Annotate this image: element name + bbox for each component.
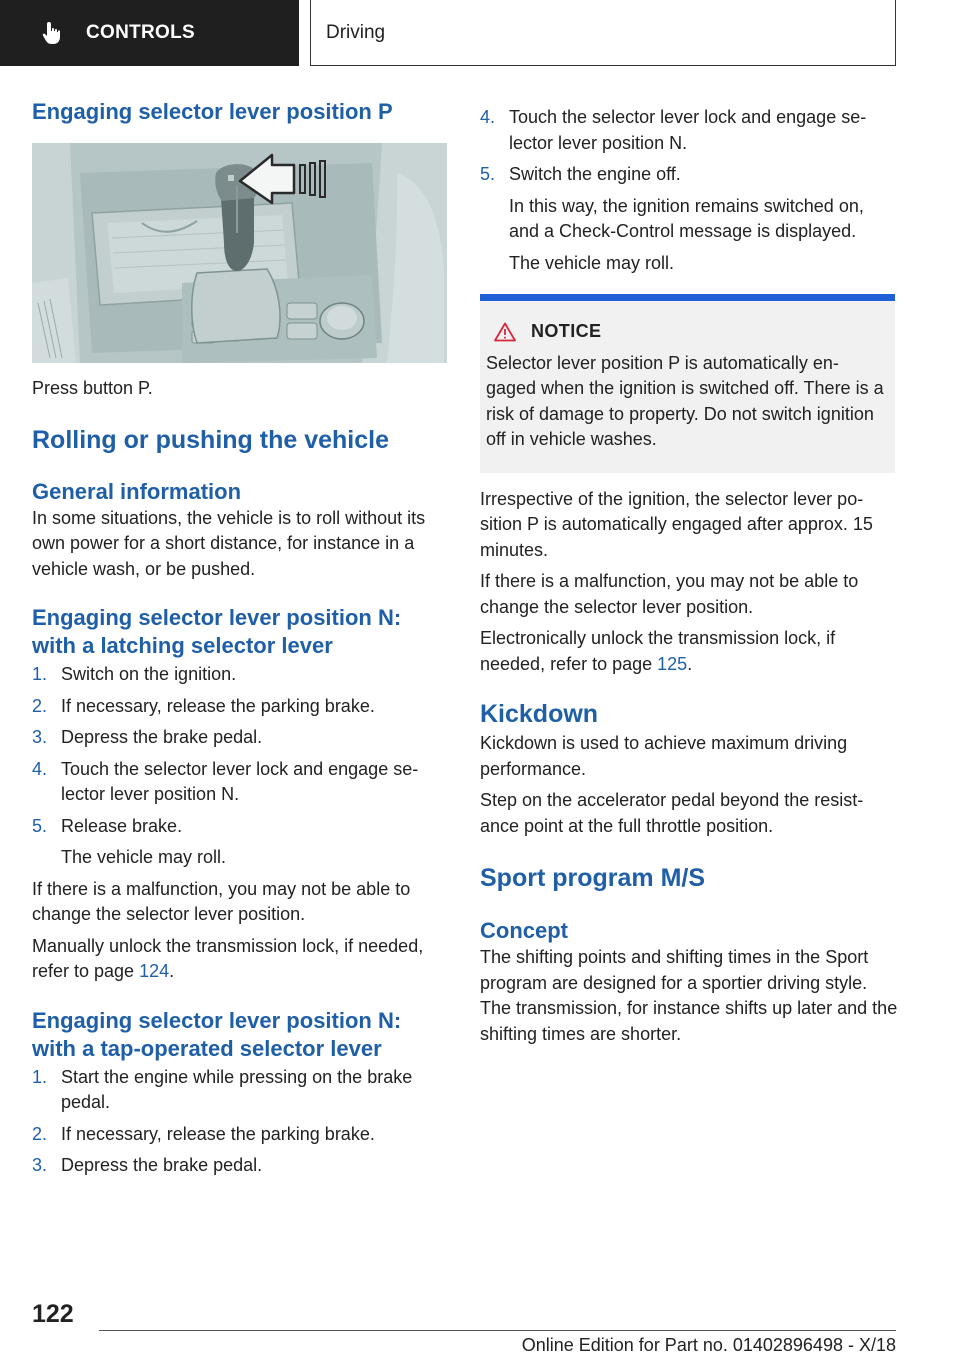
heading-general: General information [32, 478, 242, 504]
tap-steps-continued [480, 105, 898, 188]
notice-box [480, 294, 895, 473]
electronic-unlock-text: Electronically unlock the transmission lock, if needed, refer to page 125. [480, 628, 836, 674]
kickdown-text-2: Step on the accelerator pedal beyond the resist‐ ance point at the full throttle position. [480, 790, 864, 836]
heading-latching: Engaging selector lever position N: with a latching selector lever [32, 605, 402, 658]
latching-steps [32, 662, 450, 839]
page-link-124[interactable]: 124 [139, 961, 170, 981]
manual-unlock-text: Manually unlock the transmission lock, if needed, refer to page 124. [32, 935, 424, 981]
edition-text: Online Edition for Part no. 01402896498 - X/18 [521, 1335, 896, 1355]
heading-tap: Engaging selector lever position N: with a tap-operated selector lever [32, 1007, 402, 1061]
heading-sport-program: Sport program M/S [480, 864, 706, 892]
heading-kickdown: Kickdown [480, 700, 599, 728]
list-item: 2. If necessary, release the parking brake. [32, 695, 375, 716]
selector-lever-image [32, 143, 447, 363]
list-item: 1. Start the engine while pressing on the brake pedal. [32, 1066, 413, 1112]
notice-label: NOTICE [531, 321, 602, 341]
list-item: 5. Release brake. [32, 815, 183, 836]
list-item: 3. Depress the brake pedal. [32, 1155, 263, 1175]
notice-text: Selector lever position P is automatically en‐ gaged when the ignition is switched off. There is a risk of damage to property. Do not switch ignition off in vehicle washes. [486, 352, 884, 449]
section-label: CONTROLS [86, 22, 196, 43]
left-column [32, 98, 450, 1185]
malfunction-text-right: If there is a malfunction, you may not be able to change the selector lever position. [480, 571, 859, 617]
press-button-text: Press button P. [32, 378, 153, 398]
notice-title [494, 319, 887, 345]
list-item: 1. Switch on the ignition. [32, 664, 237, 684]
section-tab [0, 0, 299, 66]
general-text: In some situations, the vehicle is to roll without its own power for a short distance, for instance in a vehicle wash, or be pushed. [32, 507, 426, 579]
heading-selector-p: Engaging selector lever position P [32, 99, 393, 124]
page-number: 122 [32, 1300, 74, 1328]
kickdown-text-1: Kickdown is used to achieve maximum driving performance. [480, 733, 848, 779]
footer-divider [99, 1330, 896, 1331]
selector-lever-illustration [32, 143, 447, 363]
list-item: 5. Switch the engine off. [480, 164, 681, 184]
chapter-title: Driving [310, 0, 896, 66]
latching-note: The vehicle may roll. [61, 847, 227, 867]
vehicle-may-roll-note: The vehicle may roll. [509, 252, 675, 273]
heading-rolling: Rolling or pushing the vehicle [32, 425, 389, 454]
right-column [480, 105, 898, 1047]
heading-concept: Concept [480, 918, 568, 943]
hand-pointer-icon [40, 20, 66, 46]
list-item: 4. Touch the selector lever lock and engage se‐ lector lever position N. [480, 107, 867, 153]
list-item: 3. Depress the brake pedal. [32, 727, 263, 747]
list-item: 2. If necessary, release the parking brake. [32, 1123, 375, 1144]
page-link-125[interactable]: 125 [657, 653, 688, 674]
irrespective-text: Irrespective of the ignition, the selector lever po‐ sition P is automatically engaged after approx. 15 minutes. [480, 488, 873, 560]
page-header [0, 0, 960, 66]
list-item: 4. Touch the selector lever lock and engage se‐ lector lever position N. [32, 758, 419, 804]
malfunction-text: If there is a malfunction, you may not be able to change the selector lever position. [32, 878, 411, 924]
warning-triangle-icon [494, 322, 516, 342]
concept-text: The shifting points and shifting times in the Sport program are designed for a sportier driving style. The transmission, for instance shifts up later and the shifting times are shorter. [480, 947, 898, 1044]
tap-steps [32, 1065, 450, 1179]
engine-off-note: In this way, the ignition remains switched on, and a Check-Control message is displayed. [509, 195, 864, 241]
